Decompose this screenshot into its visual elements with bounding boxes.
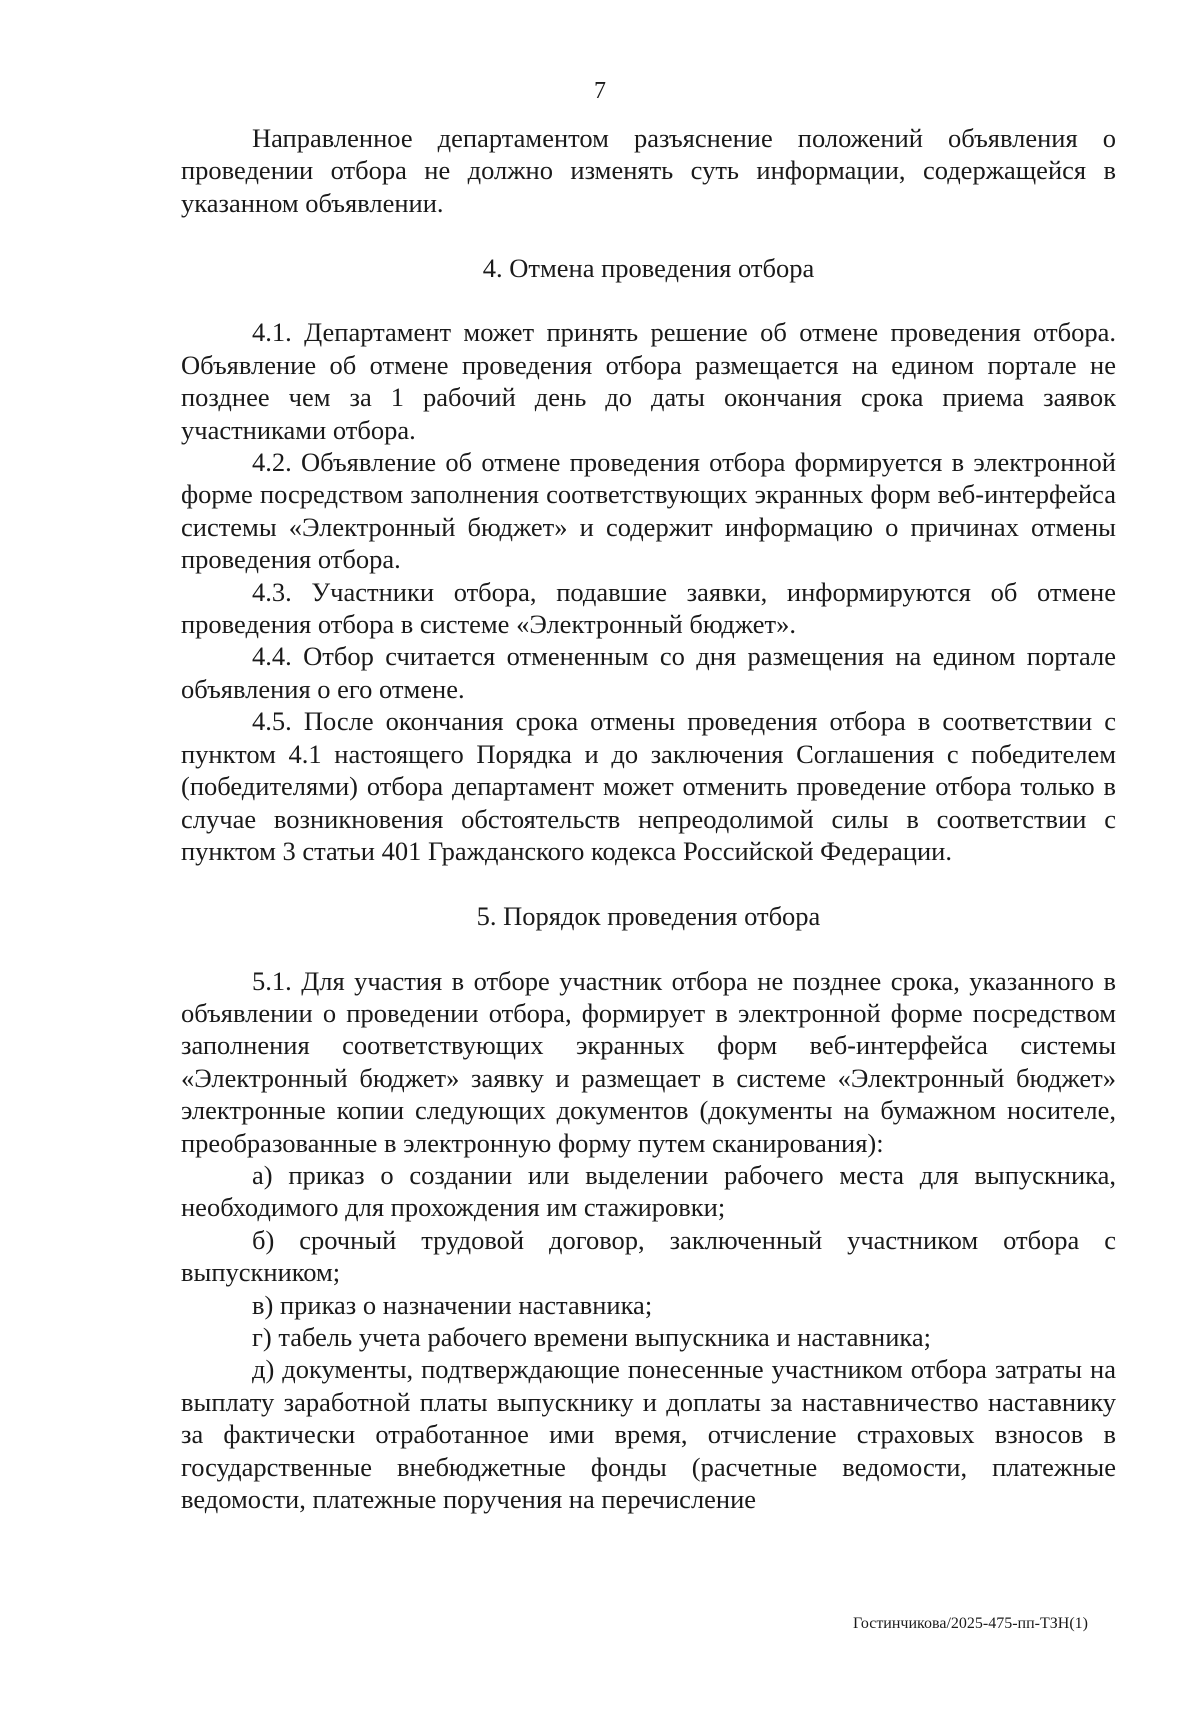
paragraph-clarification: Направленное департаментом разъяснение положений объявления о проведении отбора не должно изменять суть информации, содержащейся в указанном объявлении. [181, 123, 1116, 218]
spacer [181, 284, 1116, 316]
section-heading-5: 5. Порядок проведения отбора [476, 900, 821, 931]
list-item-d: д) документы, подтверждающие понесенные участником отбора затраты на выплату заработной платы выпускнику и доплаты за наставничество наставнику за фактически отработанное ими время, отчисление страховых взносов в государственные внебюджетные фонды (расчетные ведомости, платежные ведомости, платежные поручения на перечисление [181, 1354, 1116, 1514]
paragraph-4-2: 4.2. Объявление об отмене проведения отбора формируется в электронной форме посредством заполнения соответствующих экранных форм веб-интерфейса системы «Электронный бюджет» и содержит информацию о причинах отмены проведения отбора. [181, 447, 1116, 575]
spacer [181, 219, 1116, 251]
paragraph-5-1: 5.1. Для участия в отборе участник отбора не позднее срока, указанного в объявлении о проведении отбора, формирует в электронной форме посредством заполнения соответствующих экранных форм веб-интерфейса системы «Электронный бюджет» заявку и размещает в системе «Электронный бюджет» электронные копии следующих документов (документы на бумажном носителе, преобразованные в электронную форму путем сканирования): [181, 965, 1116, 1158]
document-body [181, 122, 1116, 1515]
section-heading-4: 4. Отмена проведения отбора [482, 252, 815, 283]
list-item-g: г) табель учета рабочего времени выпускника и наставника; [252, 1321, 931, 1352]
page-number: 7 [594, 78, 606, 104]
spacer [181, 867, 1116, 899]
paragraph-4-3: 4.3. Участники отбора, подавшие заявки, информируются об отмене проведения отбора в системе «Электронный бюджет». [181, 576, 1116, 640]
paragraph-4-5: 4.5. После окончания срока отмены проведения отбора в соответствии с пунктом 4.1 настоящего Порядка и до заключения Соглашения с победителем (победителями) отбора департамент может отменить проведение отбора только в случае возникновения обстоятельств непреодолимой силы в соответствии с пунктом 3 статьи 401 Гражданского кодекса Российской Федерации. [181, 706, 1116, 866]
list-item-a: а) приказ о создании или выделении рабочего места для выпускника, необходимого для прохождения им стажировки; [181, 1159, 1116, 1223]
spacer [181, 932, 1116, 964]
paragraph-4-1: 4.1. Департамент может принять решение об отмене проведения отбора. Объявление об отмене проведения отбора размещается на едином портале не позднее чем за 1 рабочий день до даты окончания срока приема заявок участниками отбора. [181, 317, 1116, 445]
list-item-b: б) срочный трудовой договор, заключенный участником отбора с выпускником; [181, 1224, 1116, 1288]
paragraph-4-4: 4.4. Отбор считается отмененным со дня размещения на едином портале объявления о его отмене. [181, 641, 1116, 704]
document-footer-code: Гостинчикова/2025-475-пп-ТЗН(1) [852, 1615, 1088, 1632]
list-item-v: в) приказ о назначении наставника; [252, 1289, 653, 1320]
